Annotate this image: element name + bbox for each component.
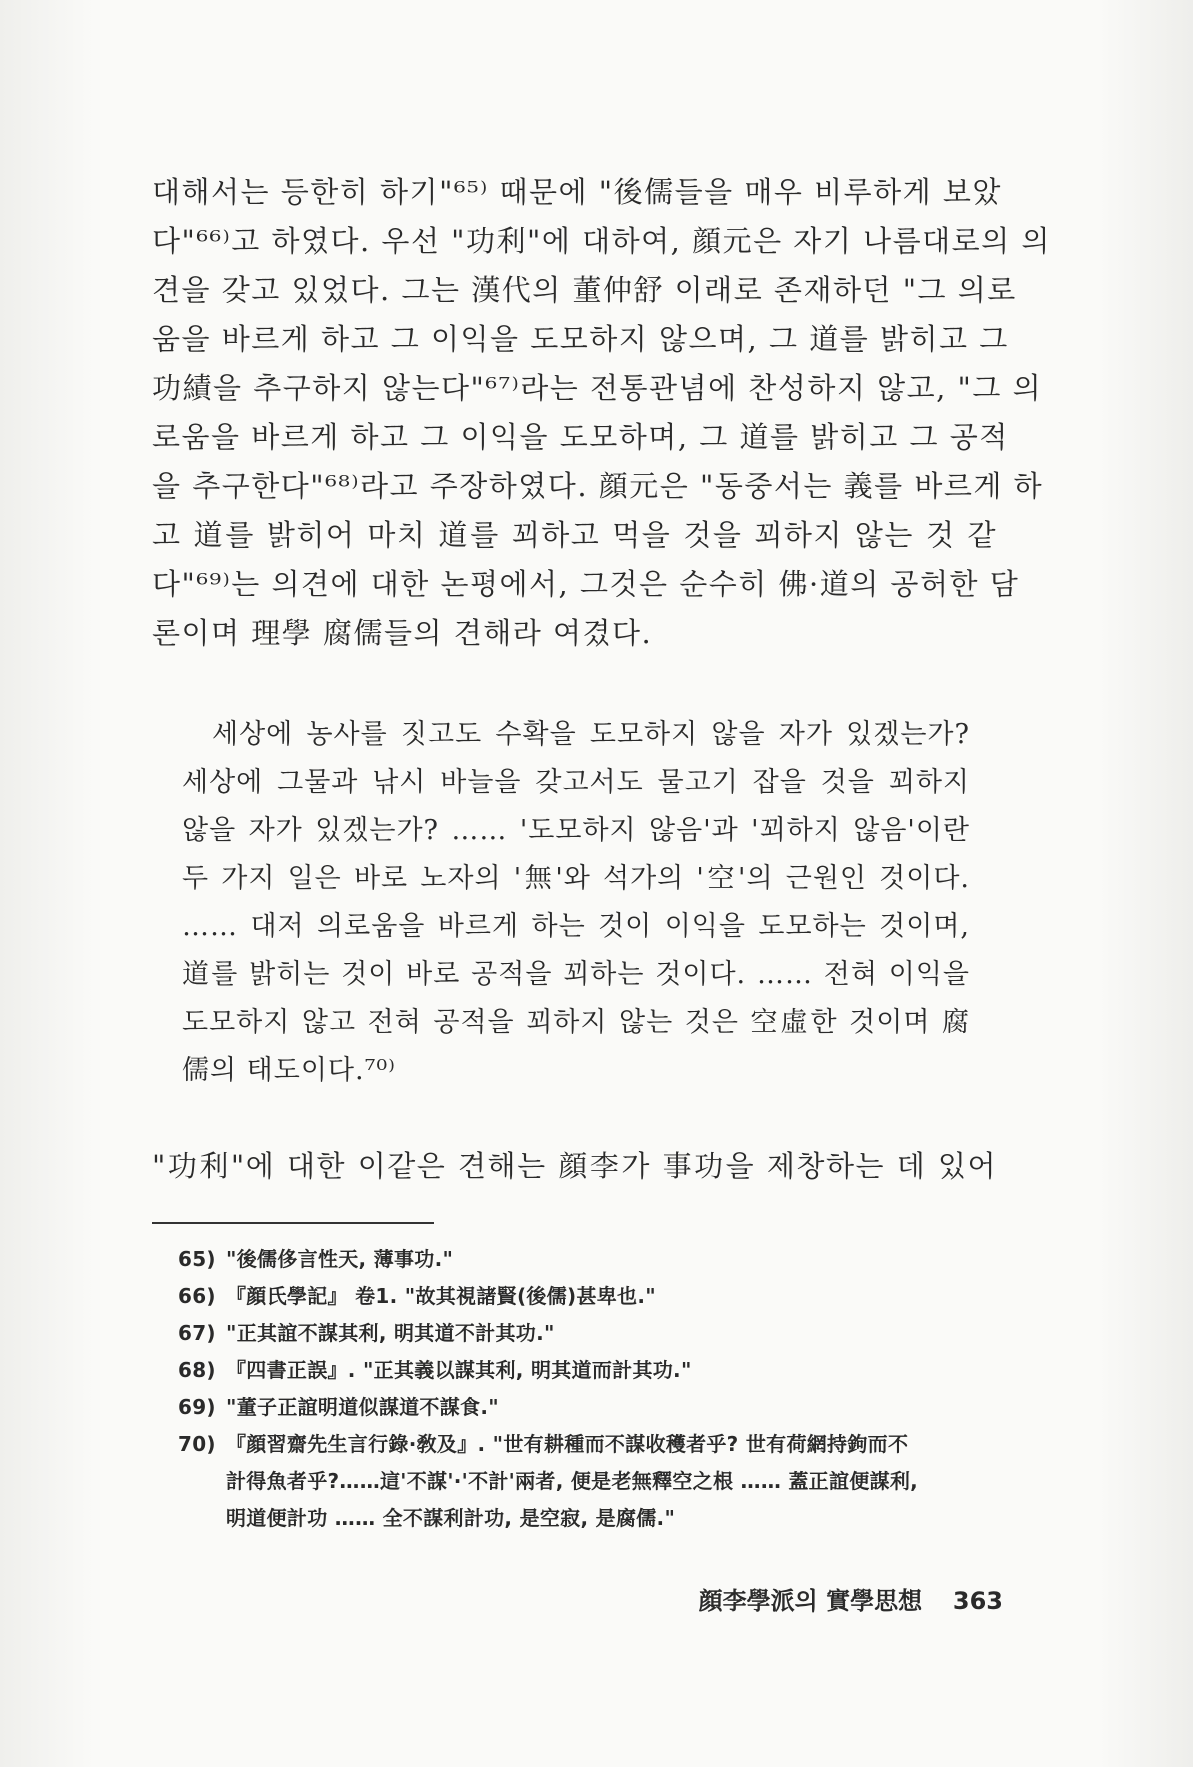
- body-line: 고 道를 밝히어 마치 道를 꾀하고 먹을 것을 꾀하지 않는 것 같: [152, 518, 997, 552]
- body-line: 다"⁶⁶⁾고 하였다. 우선 "功利"에 대하여, 顔元은 자기 나름대로의 의: [152, 224, 1051, 258]
- page-footer: [699, 1581, 1003, 1616]
- footnote-70-continuation: 計得魚者乎?……這'不謀'·'不計'兩者, 便是老無釋空之根 …… 蓋正誼便謀利,: [226, 1469, 919, 1493]
- footnote-number: 67): [178, 1321, 216, 1345]
- quote-line: 두 가지 일은 바로 노자의 '無'와 석가의 '空'의 근원인 것이다.: [182, 863, 970, 894]
- body-line: 다"⁶⁹⁾는 의견에 대한 논평에서, 그것은 순수히 佛·道의 공허한 담: [152, 567, 1020, 601]
- footnote-divider: [152, 1222, 434, 1224]
- footnote-number: 70): [178, 1432, 216, 1456]
- footnote-65: [178, 1243, 1008, 1272]
- quote-line: 세상에 그물과 낚시 바늘을 갖고서도 물고기 잡을 것을 꾀하지: [182, 767, 970, 798]
- footnote-number: 69): [178, 1395, 216, 1419]
- body-paragraph-2: "功利"에 대한 이같은 견해는 顔李가 事功을 제창하는 데 있어: [152, 1149, 997, 1183]
- footnote-67: [178, 1317, 1008, 1346]
- quote-line: 않을 자가 있겠는가? …… '도모하지 않음'과 '꾀하지 않음'이란: [182, 815, 970, 846]
- footnote-text: 『四書正誤』. "正其義以謀其利, 明其道而計其功.": [226, 1358, 692, 1382]
- footnote-70: [178, 1428, 1008, 1457]
- body-line: 론이며 理學 腐儒들의 견해라 여겼다.: [152, 616, 653, 650]
- footnote-69: [178, 1391, 1008, 1420]
- footnote-68: [178, 1354, 1008, 1383]
- footnote-text: "正其誼不謀其利, 明其道不計其功.": [226, 1321, 555, 1345]
- body-line: 을 추구한다"⁶⁸⁾라고 주장하였다. 顔元은 "동중서는 義를 바르게 하: [152, 469, 1044, 503]
- footnote-number: 65): [178, 1247, 216, 1271]
- body-line: 견을 갖고 있었다. 그는 漢代의 董仲舒 이래로 존재하던 "그 의로: [152, 273, 1017, 307]
- quote-line: 儒의 태도이다.⁷⁰⁾: [182, 1055, 396, 1086]
- quote-line: …… 대저 의로움을 바르게 하는 것이 이익을 도모하는 것이며,: [182, 911, 970, 942]
- footnote-66: [178, 1280, 1008, 1309]
- body-line: 움을 바르게 하고 그 이익을 도모하지 않으며, 그 道를 밝히고 그: [152, 322, 1009, 356]
- body-line: 로움을 바르게 하고 그 이익을 도모하며, 그 道를 밝히고 그 공적: [152, 420, 1009, 454]
- body-line: 대해서는 등한히 하기"⁶⁵⁾ 때문에 "後儒들을 매우 비루하게 보았: [152, 175, 1002, 209]
- running-title: 顔李學派의 實學思想: [698, 1587, 923, 1615]
- page-number: 363: [952, 1587, 1003, 1615]
- footnote-number: 68): [178, 1358, 216, 1382]
- footnote-text: "董子正誼明道似謀道不謀食.": [226, 1395, 499, 1419]
- footnote-text: 『顔習齋先生言行錄·敎及』. "世有耕種而不謀收穫者乎? 世有荷網持鉤而不: [226, 1432, 909, 1456]
- footnote-number: 66): [178, 1284, 216, 1308]
- body-line: 功績을 추구하지 않는다"⁶⁷⁾라는 전통관념에 찬성하지 않고, "그 의: [152, 371, 1043, 405]
- quote-line: 道를 밝히는 것이 바로 공적을 꾀하는 것이다. …… 전혀 이익을: [182, 959, 970, 990]
- footnote-text: 『顔氏學記』 卷1. "故其視諸賢(後儒)甚卑也.": [226, 1284, 656, 1308]
- quote-line: 도모하지 않고 전혀 공적을 꾀하지 않는 것은 空虛한 것이며 腐: [182, 1007, 970, 1038]
- footnote-70-continuation: 明道便計功 …… 全不謀利計功, 是空寂, 是腐儒.": [226, 1506, 676, 1530]
- quote-line: 세상에 농사를 짓고도 수확을 도모하지 않을 자가 있겠는가?: [212, 719, 970, 750]
- footnote-text: "後儒侈言性天, 薄事功.": [226, 1247, 454, 1271]
